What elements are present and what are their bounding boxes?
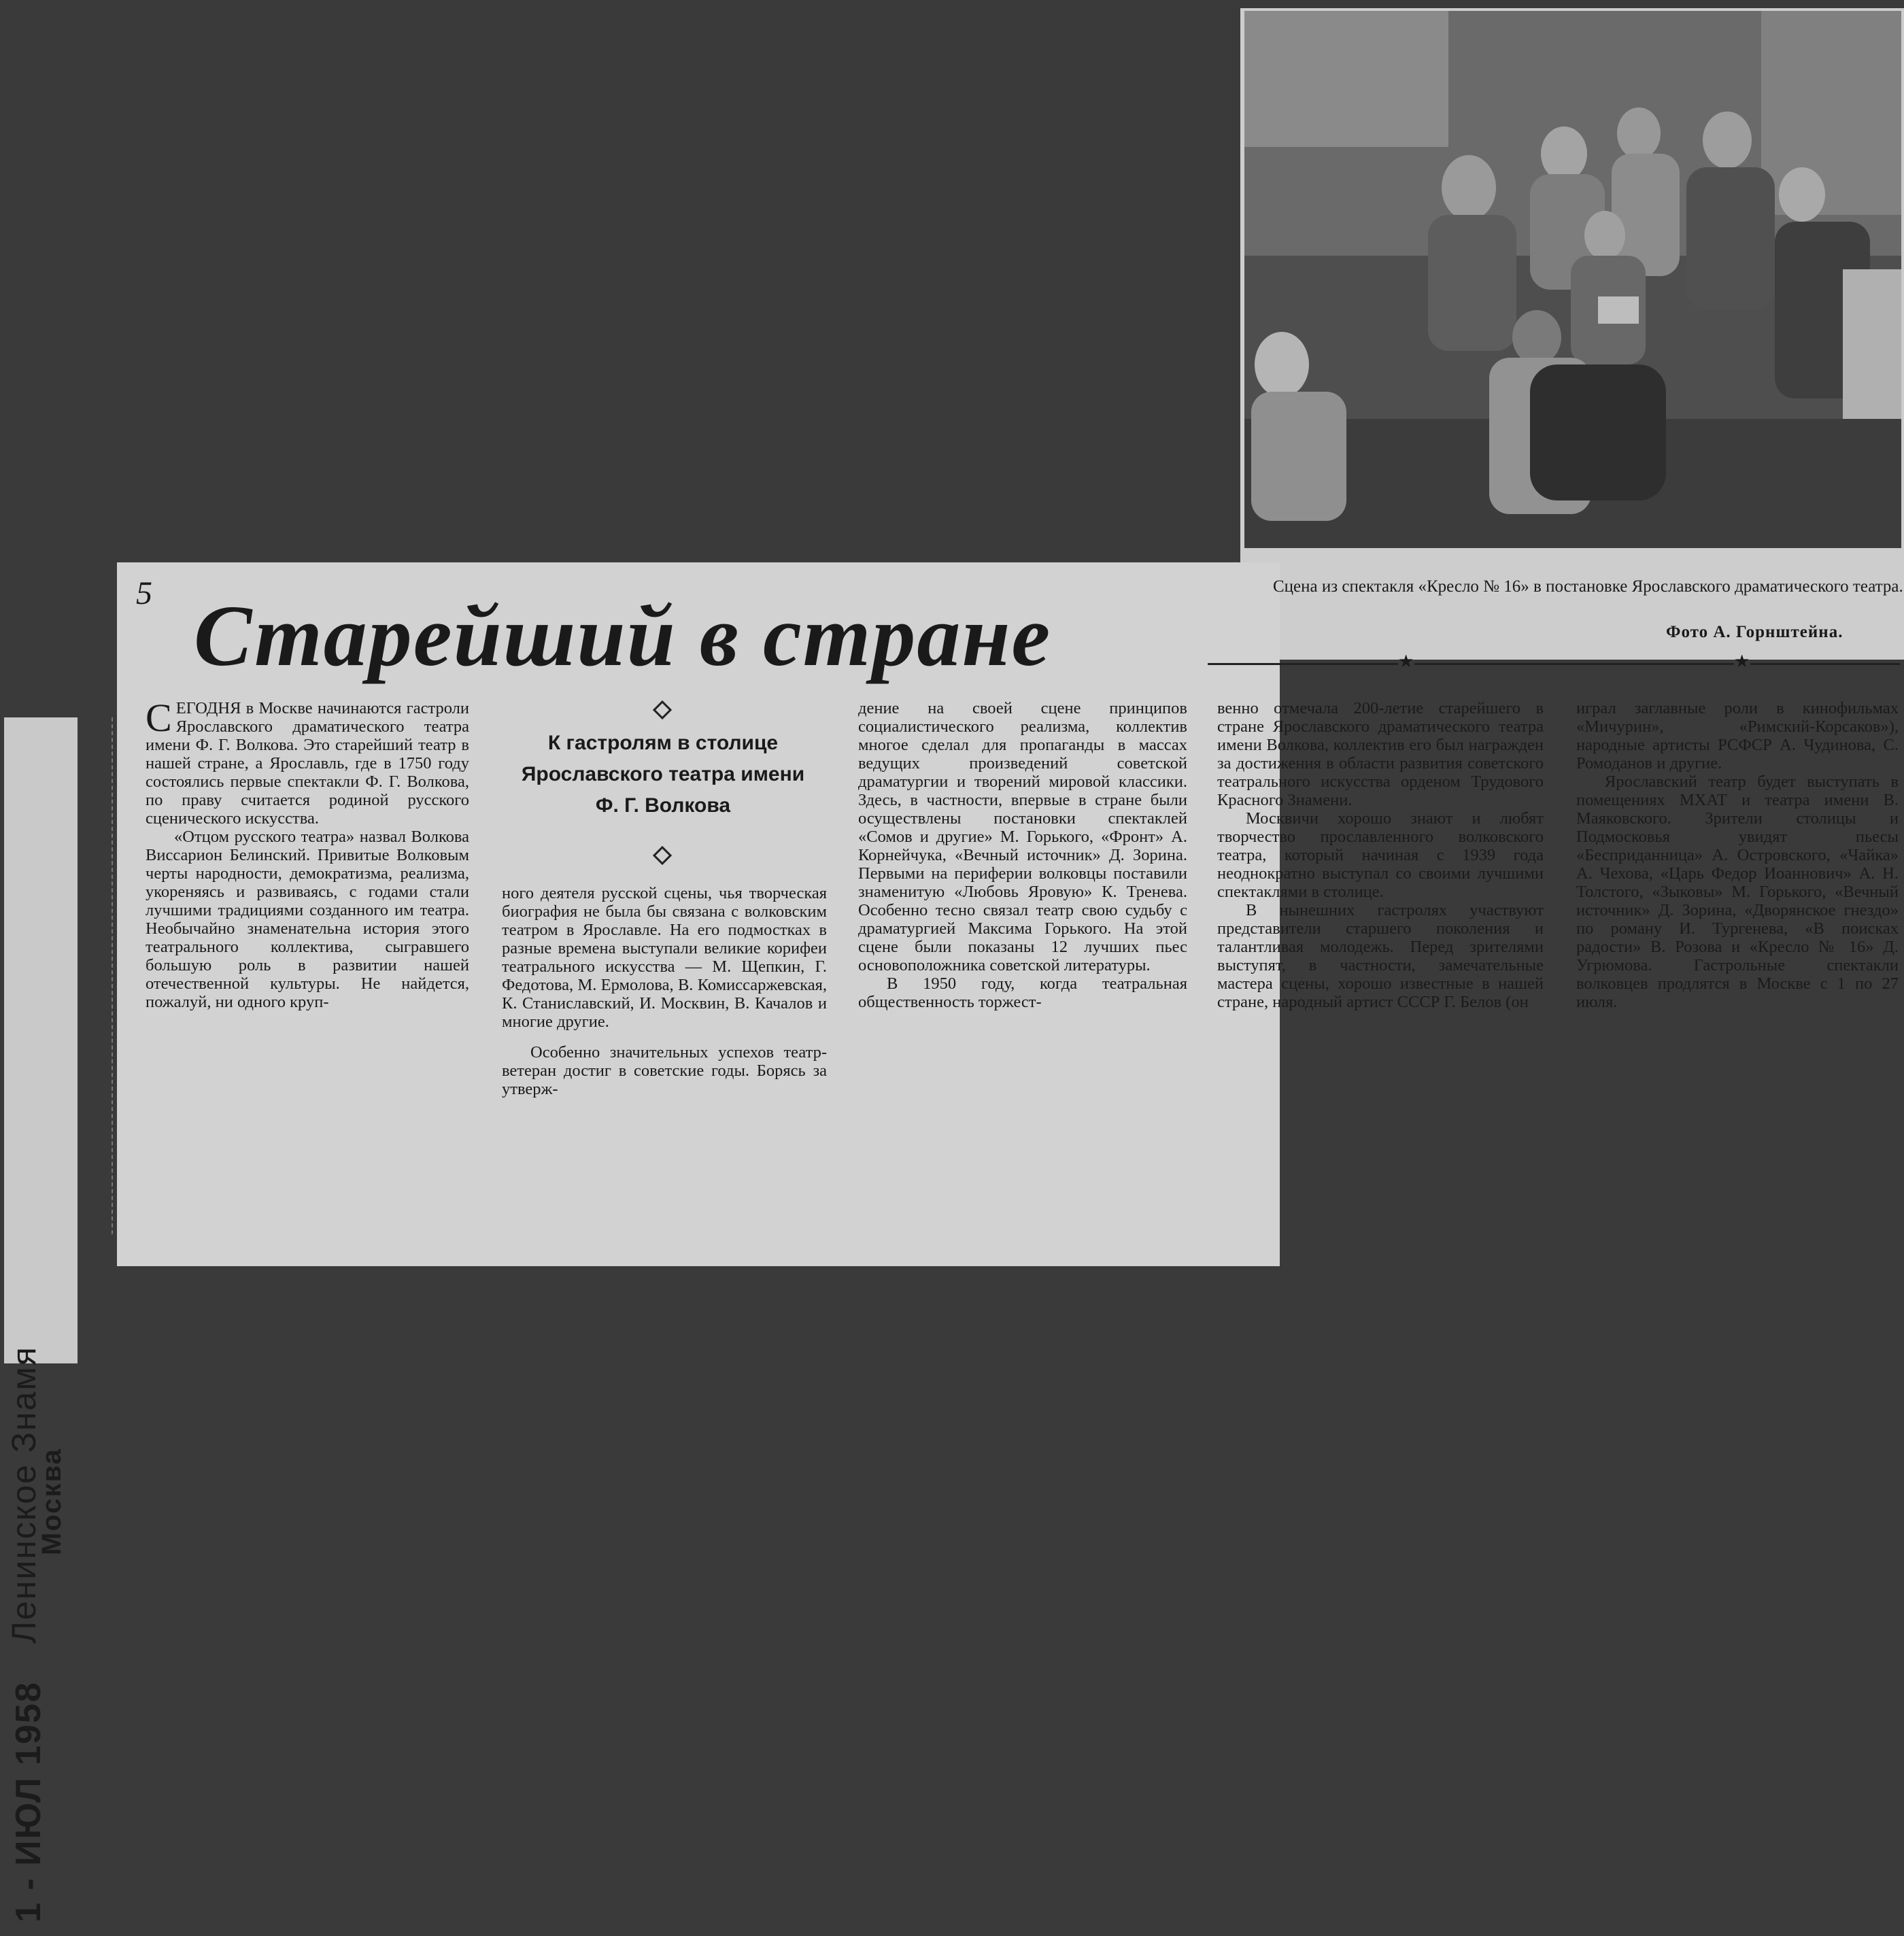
page-mark: 5 (136, 575, 152, 611)
stamp-city: Москва (37, 1448, 67, 1555)
paragraph: Особенно значительных успехов театр-ветеран достиг в советские годы. Борясь за утверж- (502, 1043, 827, 1098)
article-column-1 (146, 696, 469, 1011)
divider-rule (1750, 663, 1900, 665)
paragraph: дение на своей сцене принципов социалистического реализма, коллектив многое сделал для пропаганды в массах ведущих произведений советской драматургии и творений мировой классики. Здесь, в частности, впервые в стране были осуществлены постановки спектаклей «Сомов и другие» М. Горького, «Фронт» А. Корнейчука, «Вечный источник» Д. Зорина. Первыми на периферии волковцы поставили знаменитую «Любовь Яровую» К. Тренева. Особенно тесно связал театр свою судьбу с драматургией Максима Горького. На этой сцене были показаны 12 лучших пьес основоположника советской литературы. (858, 699, 1187, 974)
divider-star: ★ (1398, 651, 1414, 671)
paragraph: В 1950 году, когда театральная общественность торжест- (858, 974, 1187, 1011)
photo-credit: Фото А. Горнштейна. (1666, 623, 1843, 641)
paragraph: ного деятеля русской сцены, чья творческая биография не была бы связана с волковским театром в Ярославле. На его подмостках в разные времена выступали великие корифеи театрального искусства — М. Щепкин, Г. Федотова, М. Ермолова, В. Комиссаржевская, К. Станиславский, И. Москвин, В. Качалов и многие другие. (502, 884, 827, 1031)
paragraph: ЕГОДНЯ в Москве начинаются гастроли Ярославского драматического театра имени Ф. Г. Волкова. Это старейший театр в нашей стране, а Ярославль, где в 1750 году состоялись первые спектакли Ф. Г. Волкова, по праву считается родиной русского сценического искусства. (146, 699, 469, 828)
paragraph: Ярославский театр будет выступать в помещениях МХАТ и театра имени В. Маяковского. Зрители столицы и Подмосковья увидят пьесы «Бесприданница» А. Островского, «Чайка» А. Чехова, «Царь Федор Иоаннович» А. Н. Толстого, «Зыковы» М. Горького, «Вечный источник» Д. Зорина, «Дворянское гнездо» по роману И. Тургенева, «В поисках радости» В. Розова и «Кресло № 16» Д. Угрюмова. Гастрольные спектакли волковцев продлятся в Москве с 1 по 27 июля. (1576, 772, 1899, 1011)
article-subhead: К гастролям в столице Ярославского театра имени Ф. Г. Волкова (521, 732, 805, 817)
divider-star: ★ (1734, 651, 1750, 671)
divider-rule (1414, 663, 1734, 665)
article-column-2 (502, 884, 827, 1098)
paragraph: играл заглавные роли в кинофильмах «Мичурин», «Римский-Корсаков»), народные артисты РСФСР А. Чудинова, С. Ромоданов и другие. (1576, 699, 1899, 772)
archive-stamp (4, 717, 78, 1922)
article-column-4 (1217, 699, 1544, 1011)
photo-caption: Сцена из спектакля «Кресло № 16» в постановке Ярославского драматического театра. (1273, 577, 1903, 596)
divider-rule (1208, 663, 1398, 665)
stage-photo (1244, 11, 1901, 548)
stamp-date: 1 - ИЮЛ 1958 (9, 1681, 48, 1922)
dropcap: С (146, 696, 172, 740)
paragraph: В нынешних гастролях участвуют представители старшего поколения и талантливая молодежь. Перед зрителями выступят, в частности, замечательные мастера сцены, хорошо известные в нашей стране, народный артист СССР Г. Белов (он (1217, 901, 1544, 1011)
article-column-3 (858, 699, 1187, 1011)
stamp-newspaper: Ленинское Знамя (5, 1346, 43, 1644)
article-headline: Старейший в стране (194, 588, 1052, 684)
article-column-5 (1576, 699, 1899, 1011)
paragraph: «Отцом русского театра» назвал Волкова Виссарион Белинский. Привитые Волковым черты народности, демократизма, реализма, укореняясь и развиваясь, с годами стали лучшими традициями созданного им театра. Необычайно знаменательна история этого театрального коллектива, сыгравшего большую роль в развитии нашей отечественной культуры. Не найдется, пожалуй, ни одного круп- (146, 828, 469, 1011)
column-divider (112, 717, 113, 1234)
paragraph: венно отмечала 200-летие старейшего в стране Ярославского драматического театра имени Волкова, коллектив его был награжден за достижения в области развития советского театрального искусства орденом Трудового Красного Знамени. (1217, 699, 1544, 809)
paragraph: Москвичи хорошо знают и любят творчество прославленного волковского театра, который начиная с 1939 года неоднократно выступал со своими лучшими спектаклями в столице. (1217, 809, 1544, 901)
